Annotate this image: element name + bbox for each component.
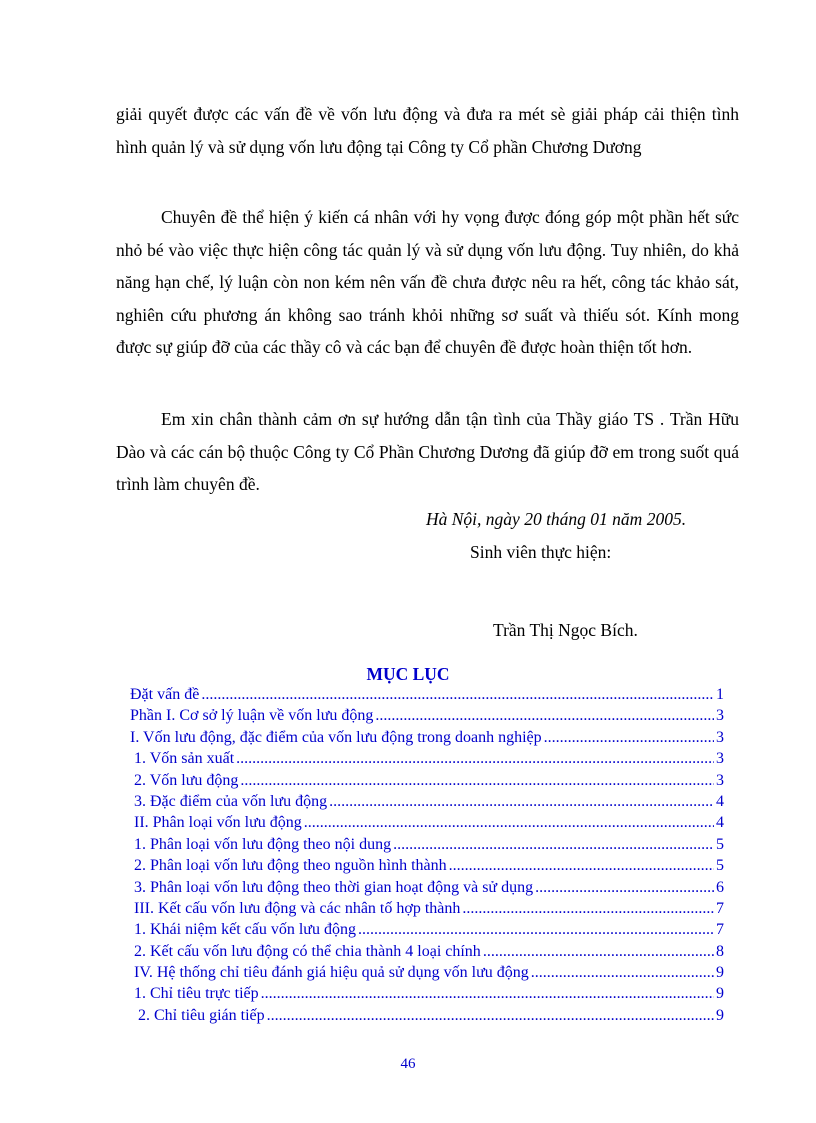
toc-entry-page: 8 xyxy=(716,942,724,960)
toc-entry[interactable] xyxy=(130,814,724,835)
toc-leader-dots xyxy=(393,836,714,854)
toc-entry[interactable] xyxy=(130,1007,724,1028)
toc-entry[interactable] xyxy=(130,943,724,964)
toc-entry[interactable] xyxy=(130,707,724,728)
toc-entry-title: 3. Phân loại vốn lưu động theo thời gian hoạt động và sử dụng xyxy=(130,878,534,896)
toc-leader-dots xyxy=(236,750,714,768)
toc-entry-title: 2. Kết cấu vốn lưu động có thể chia thành 4 loại chính xyxy=(130,942,481,960)
body-paragraph-1: giải quyết được các vấn đề về vốn lưu động và đưa ra mét sè giải pháp cải thiện tình hình quản lý và sử dụng vốn lưu động tại Công ty Cổ phần Chương Dương xyxy=(116,104,739,157)
toc-leader-dots xyxy=(304,814,714,832)
toc-entry-title: III. Kết cấu vốn lưu động và các nhân tố hợp thành xyxy=(130,899,461,917)
toc-entry[interactable] xyxy=(130,750,724,771)
toc-leader-dots xyxy=(358,921,714,939)
toc-entry-page: 3 xyxy=(716,771,724,789)
toc-entry-title: 1. Khái niệm kết cấu vốn lưu động xyxy=(130,921,356,939)
toc-leader-dots xyxy=(483,943,714,961)
toc-entry-page: 5 xyxy=(716,857,724,875)
toc-entry[interactable] xyxy=(130,985,724,1006)
toc-leader-dots xyxy=(267,1007,714,1025)
toc-entry[interactable] xyxy=(130,879,724,900)
toc-entry-title: Đặt vấn đề xyxy=(130,686,200,703)
toc-entry[interactable] xyxy=(130,729,724,750)
toc-entry-title: 1. Vốn sản xuất xyxy=(130,750,235,768)
toc-leader-dots xyxy=(240,772,714,790)
toc-leader-dots xyxy=(531,964,714,982)
toc-entry-title: 1. Phân loại vốn lưu động theo nội dung xyxy=(130,835,392,853)
toc-entry-page: 9 xyxy=(716,1006,724,1024)
toc-entry-page: 7 xyxy=(716,899,724,917)
toc-entry[interactable] xyxy=(130,772,724,793)
toc-entry-title: I. Vốn lưu động, đặc điểm của vốn lưu động trong doanh nghiệp xyxy=(130,728,542,746)
toc-entry-page: 1 xyxy=(716,686,724,703)
toc-title: MỤC LỤC xyxy=(366,664,450,684)
page-number: 46 xyxy=(400,1056,416,1072)
toc-entry[interactable] xyxy=(130,900,724,921)
toc-leader-dots xyxy=(535,879,714,897)
toc-entry[interactable] xyxy=(130,793,724,814)
toc-entry-title: 2. Chỉ tiêu gián tiếp xyxy=(130,1006,265,1024)
toc-entry-title: 1. Chỉ tiêu trực tiếp xyxy=(130,985,259,1003)
signature-date: Hà Nội, ngày 20 tháng 01 năm 2005. xyxy=(426,509,687,529)
toc-entry-page: 3 xyxy=(716,707,724,725)
toc-leader-dots xyxy=(261,985,714,1003)
toc-entry-title: 3. Đặc điểm của vốn lưu động xyxy=(130,792,328,810)
toc-entry-title: 2. Phân loại vốn lưu động theo nguồn hình thành xyxy=(130,857,447,875)
toc-entry-title: II. Phân loại vốn lưu động xyxy=(130,814,302,832)
toc-leader-dots xyxy=(201,686,714,704)
toc-entry[interactable] xyxy=(130,964,724,985)
signature-role: Sinh viên thực hiện: xyxy=(470,542,612,562)
body-paragraph-3: Em xin chân thành cảm ơn sự hướng dẫn tận tình của Thầy giáo TS . Trần Hữu Dào và các cán bộ thuộc Công ty Cổ Phần Chương Dương đã giúp đỡ em trong suốt quá trình làm chuyên đề. xyxy=(116,409,739,495)
toc-leader-dots xyxy=(375,707,714,725)
toc-leader-dots xyxy=(329,793,714,811)
body-paragraph-2: Chuyên đề thể hiện ý kiến cá nhân với hy vọng được đóng góp một phần hết sức nhỏ bé vào việc thực hiện công tác quản lý và sử dụng vốn lưu động. Tuy nhiên, do khả năng hạn chế, lý luận còn non kém nên vấn đề chưa được nêu ra hết, công tác khảo sát, nghiên cứu phương án không sao tránh khỏi những sơ suất và thiếu sót. Kính mong được sự giúp đỡ của các thầy cô và các bạn để chuyên đề được hoàn thiện tốt hơn. xyxy=(116,207,739,358)
toc-entry-title: IV. Hệ thống chỉ tiêu đánh giá hiệu quả sử dụng vốn lưu động xyxy=(130,964,529,982)
toc-entry-page: 9 xyxy=(716,985,724,1003)
toc-leader-dots xyxy=(449,857,714,875)
toc-entry[interactable] xyxy=(130,686,724,707)
toc-leader-dots xyxy=(462,900,714,918)
toc-entry-page: 3 xyxy=(716,750,724,768)
toc-entry-page: 4 xyxy=(716,792,724,810)
toc-entry[interactable] xyxy=(130,921,724,942)
toc-entry[interactable] xyxy=(130,836,724,857)
toc-entry-title: 2. Vốn lưu động xyxy=(130,771,239,789)
toc-entry-page: 7 xyxy=(716,921,724,939)
signature-name: Trần Thị Ngọc Bích. xyxy=(493,620,638,640)
toc-entry[interactable] xyxy=(130,857,724,878)
toc-leader-dots xyxy=(544,729,714,747)
toc-entry-title: Phần I. Cơ sở lý luận về vốn lưu động xyxy=(130,707,374,725)
toc-entry-page: 4 xyxy=(716,814,724,832)
toc-entry-page: 3 xyxy=(716,728,724,746)
table-of-contents xyxy=(130,686,724,1028)
toc-entry-page: 5 xyxy=(716,835,724,853)
toc-entry-page: 9 xyxy=(716,964,724,982)
toc-entry-page: 6 xyxy=(716,878,724,896)
